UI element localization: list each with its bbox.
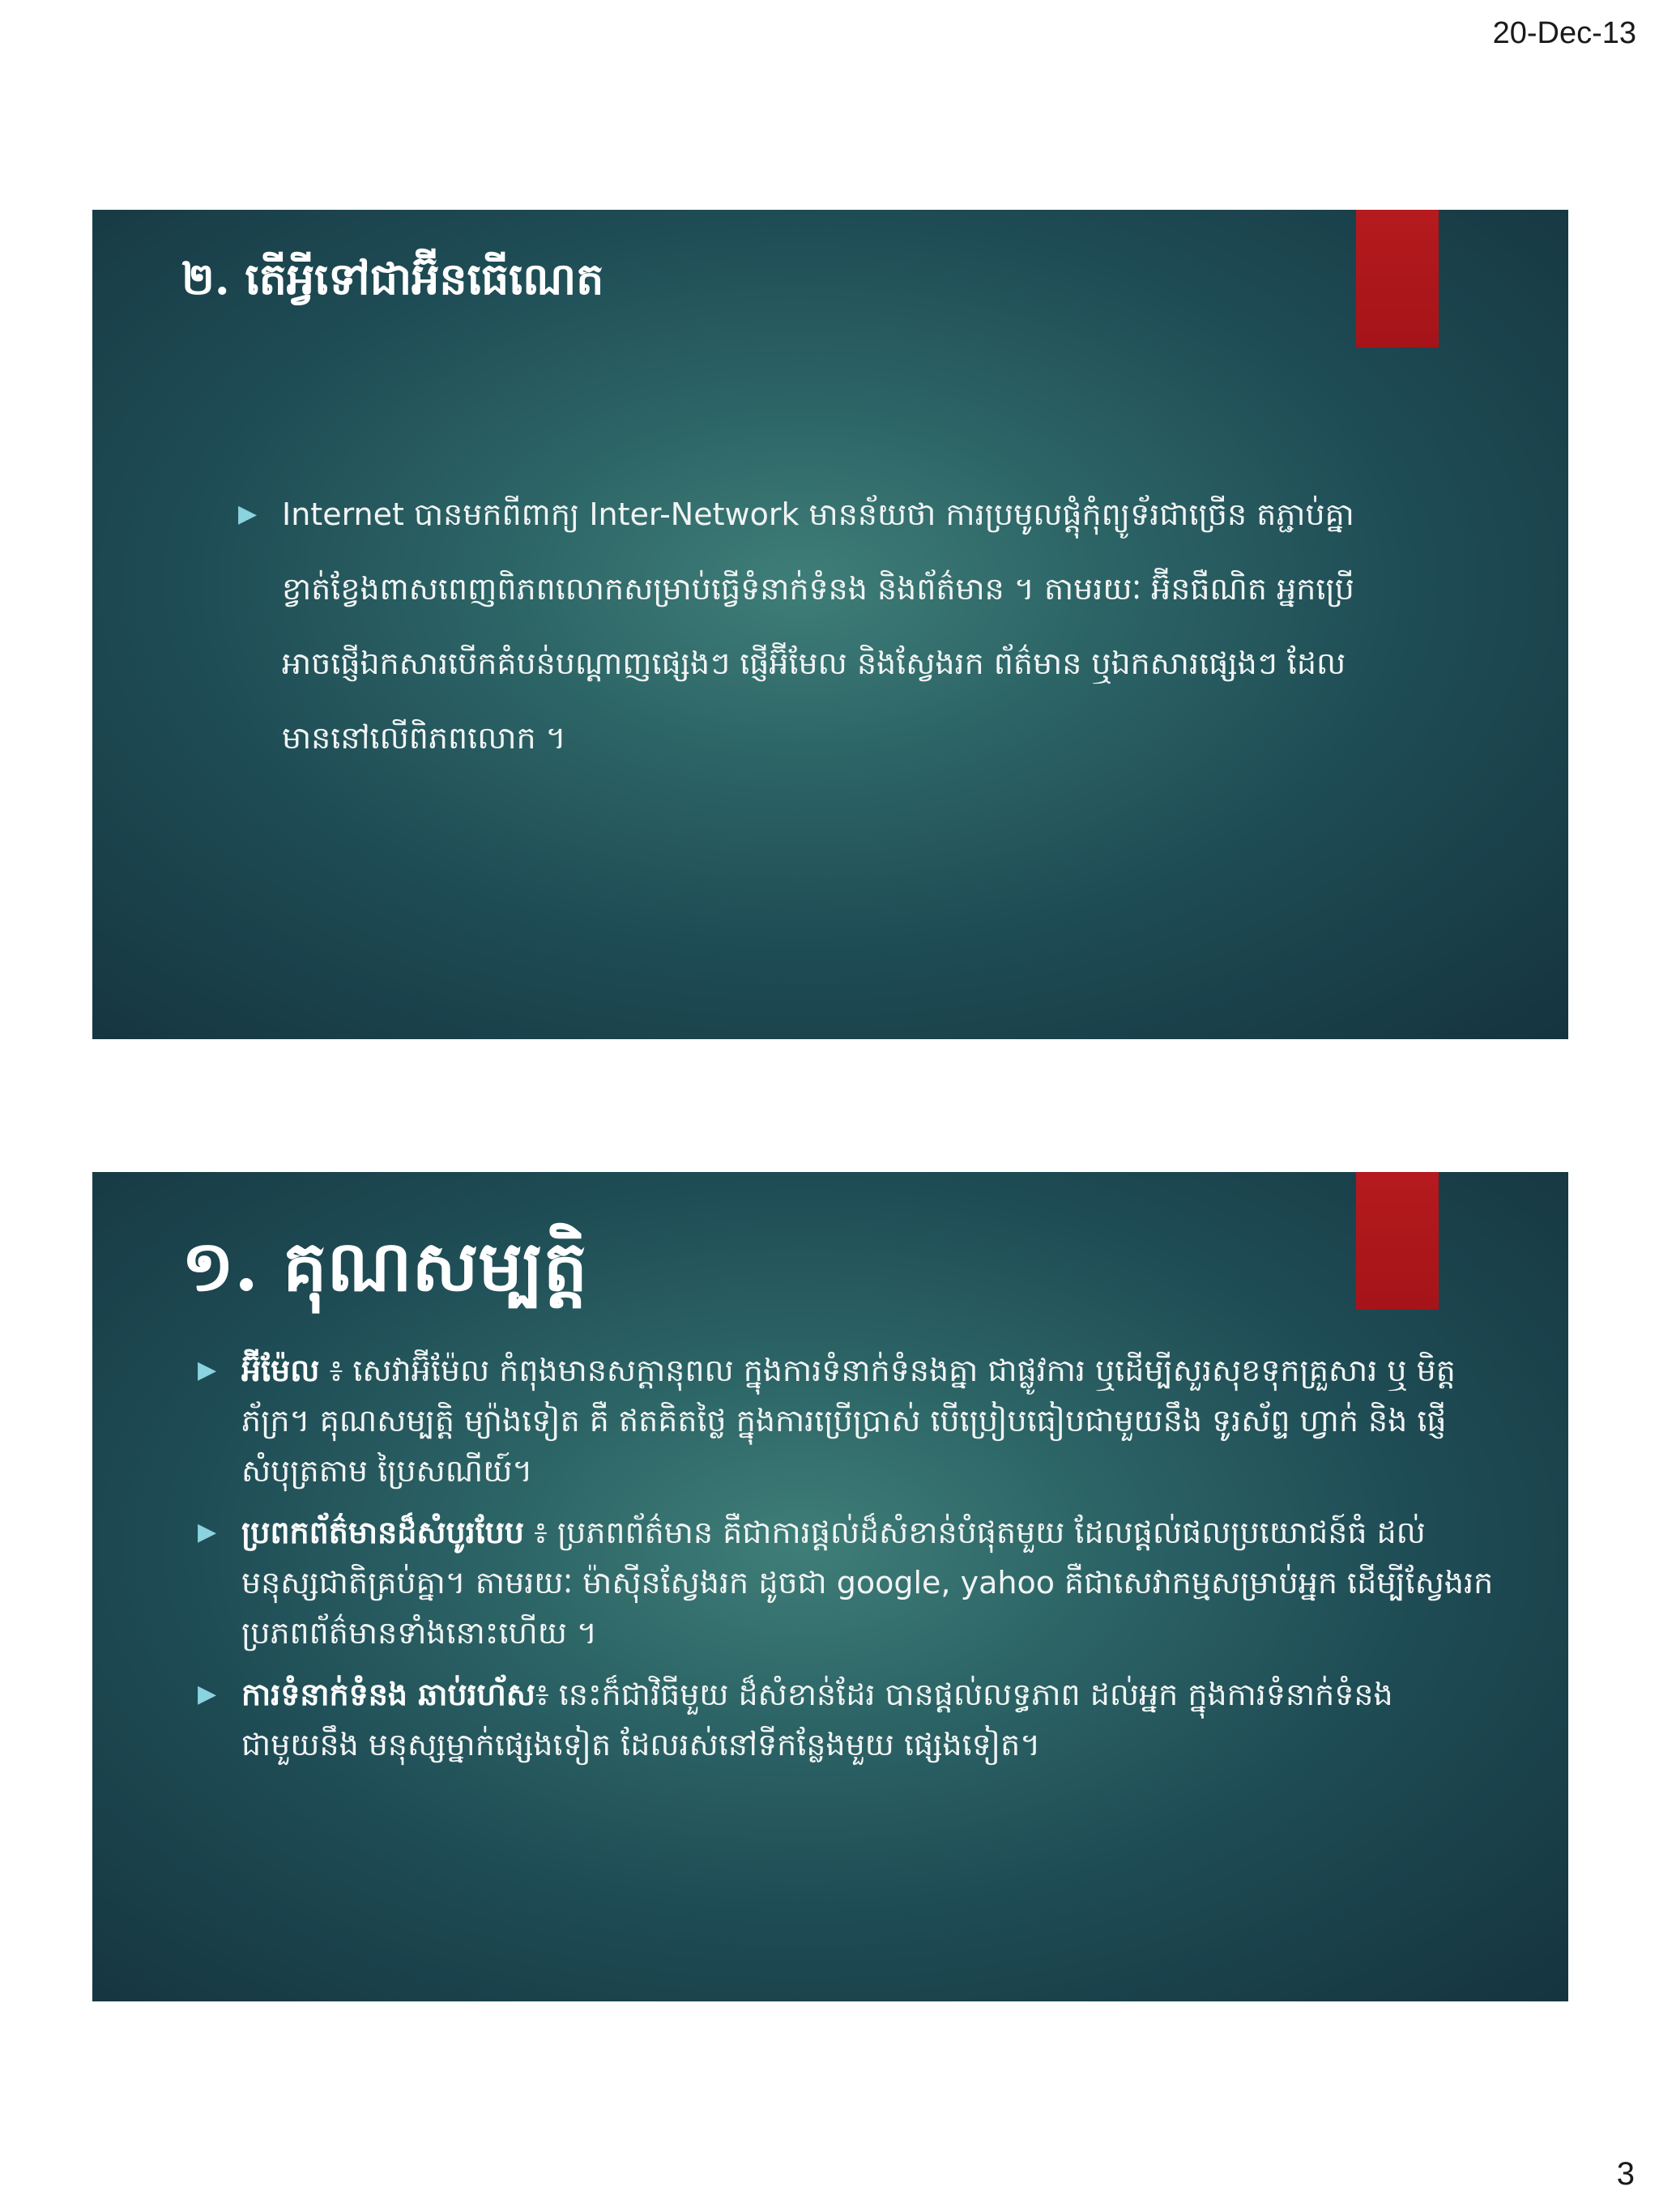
slide-title: ១. គុណសម្បត្តិ — [181, 1225, 588, 1307]
slide-what-is-internet — [92, 210, 1568, 1039]
bullet-text: ៖ សេវាអ៊ីម៉ែល កំពុងមានសក្តានុពល ក្នុងការទំនាក់ទំនងគ្នា ជាផ្លូវការ ឬដើម្បីសួរសុខទុកគ្រួសារ ឬ មិត្តភ័ក្រ។ គុណសម្បត្តិ ម្យ៉ាងទៀត គឺ ឥតគិតថ្លៃ ក្នុងការប្រើប្រាស់ បើប្រៀបធៀបជាមួយនឹង ទូរស័ព្ទ ហ្វាក់ និង ផ្ញើសំបុត្រតាម ប្រៃសណីយ៍។ — [241, 1353, 1456, 1489]
bullet-item — [238, 477, 1372, 775]
bullet-text: ៖ ប្រភពព័ត៌មាន គឺជាការផ្តល់ដ៏សំខាន់បំផុតមួយ ដែលផ្តល់ផលប្រយោជន៍ធំ ដល់ មនុស្សជាតិគ្រប់គ្នា។ តាមរយៈ ម៉ាស៊ីនស្វែងរក ដូចជា google, yahoo គឺជាសេវាកម្មសម្រាប់អ្នក ដើម្បីស្វែងរក ប្រភពព័ត៌មានទាំងនោះហើយ ។ — [241, 1515, 1494, 1651]
bullet-term: អ៊ីម៉ែល — [241, 1353, 320, 1388]
bullet-term: ការទំនាក់ទំនង ឆាប់រហ័ស — [241, 1677, 535, 1712]
bullet-text: Internet បានមកពីពាក្យ Inter-Network មានន័យថា ការប្រមូលផ្តុំកុំព្យូទ័រជាច្រើន តភ្ជាប់គ្នាខ្វាត់ខ្វែងពាសពេញពិភពលោកសម្រាប់ធ្វើទំនាក់ទំនង និងព័ត៌មាន ។ តាមរយៈ អ៊ីនធឺណិត អ្នកប្រើអាចផ្ញើឯកសារបើកគំបន់បណ្តាញផ្សេងៗ ផ្ញើអ៊ីមែល និងស្វែងរក ព័ត៌មាន ឬឯកសារផ្សេងៗ ដែលមាននៅលើពិភពលោក ។ — [282, 497, 1354, 756]
header-date: 20-Dec-13 — [1492, 16, 1636, 50]
red-accent-tab — [1356, 1172, 1439, 1310]
bullet-list — [198, 1345, 1510, 1781]
bullet-item-email — [198, 1345, 1510, 1496]
bullet-arrow-icon: ▶ — [238, 500, 258, 528]
bullet-text: ៖ នេះក៏ជាវិធីមួយ ដ៏សំខាន់ដែរ បានផ្តល់លទ្ធភាព ដល់អ្នក ក្នុងការទំនាក់ទំនង ជាមួយនឹង មនុស្សម្នាក់ផ្សេងទៀត ដែលរស់នៅទីកន្លែងមួយ ផ្សេងទៀត។ — [241, 1677, 1393, 1762]
bullet-arrow-icon: ▶ — [198, 1518, 217, 1546]
bullet-arrow-icon: ▶ — [198, 1680, 217, 1708]
bullet-arrow-icon: ▶ — [198, 1356, 217, 1384]
bullet-term: ប្រពកព័ត៌មានដ៏សំបូរបែប — [241, 1515, 525, 1550]
page-number: 3 — [1616, 2156, 1635, 2192]
slide-advantages — [92, 1172, 1568, 2001]
slide-title: ២. តើអ្វីទៅជាអ៊ីនធើណេត — [181, 253, 604, 305]
red-accent-tab — [1356, 210, 1439, 347]
bullet-item-information-sources — [198, 1507, 1510, 1658]
bullet-list — [238, 477, 1372, 783]
bullet-item-fast-communication — [198, 1669, 1510, 1770]
